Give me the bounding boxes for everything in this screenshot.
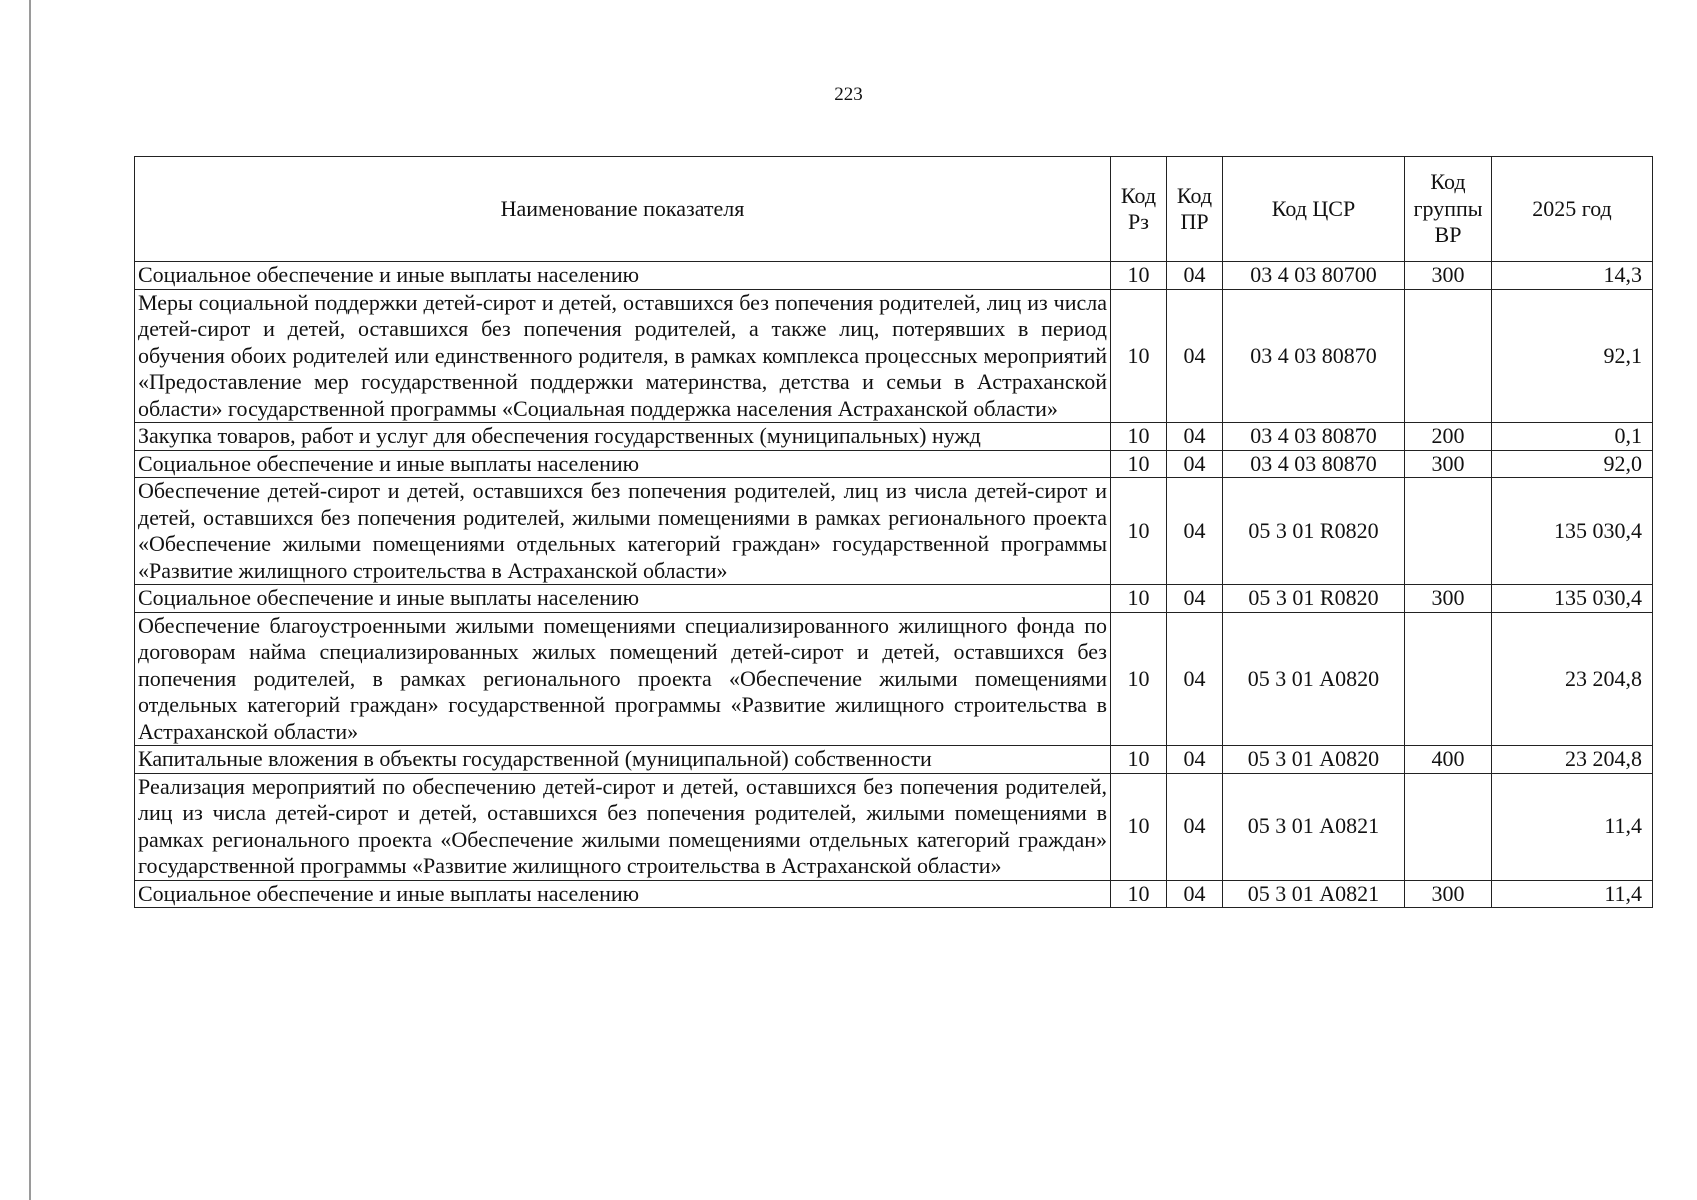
row-rz: 10 [1111,880,1167,908]
table-row [135,478,1653,585]
row-csr: 05 3 01 А0820 [1223,612,1405,746]
table-row [135,450,1653,478]
table-row [135,880,1653,908]
row-rz: 10 [1111,450,1167,478]
header-pr: Код ПР [1167,157,1223,262]
row-rz: 10 [1111,262,1167,290]
row-rz: 10 [1111,289,1167,423]
row-csr: 05 3 01 А0821 [1223,773,1405,880]
row-vr: 300 [1405,450,1492,478]
row-csr: 05 3 01 А0820 [1223,746,1405,774]
row-rz: 10 [1111,612,1167,746]
row-amount: 14,3 [1492,262,1653,290]
table-row [135,585,1653,613]
row-vr: 300 [1405,262,1492,290]
row-vr [1405,773,1492,880]
row-csr: 05 3 01 R0820 [1223,478,1405,585]
header-year: 2025 год [1492,157,1653,262]
page-number: 223 [834,84,863,105]
row-vr: 300 [1405,880,1492,908]
row-amount: 0,1 [1492,423,1653,451]
scan-edge-line [29,0,31,1200]
row-vr: 400 [1405,746,1492,774]
row-amount: 23 204,8 [1492,746,1653,774]
row-name: Закупка товаров, работ и услуг для обеспечения государственных (муниципальных) нужд [135,423,1111,451]
row-pr: 04 [1167,450,1223,478]
row-pr: 04 [1167,585,1223,613]
row-rz: 10 [1111,746,1167,774]
row-name: Социальное обеспечение и иные выплаты населению [135,262,1111,290]
table-row [135,746,1653,774]
row-csr: 03 4 03 80870 [1223,289,1405,423]
row-amount: 11,4 [1492,880,1653,908]
row-pr: 04 [1167,773,1223,880]
row-pr: 04 [1167,262,1223,290]
row-vr: 300 [1405,585,1492,613]
row-amount: 23 204,8 [1492,612,1653,746]
row-pr: 04 [1167,612,1223,746]
header-rz: Код Рз [1111,157,1167,262]
header-csr: Код ЦСР [1223,157,1405,262]
table-row [135,423,1653,451]
row-rz: 10 [1111,585,1167,613]
row-vr: 200 [1405,423,1492,451]
row-name: Социальное обеспечение и иные выплаты населению [135,450,1111,478]
row-vr [1405,478,1492,585]
row-pr: 04 [1167,478,1223,585]
row-pr: 04 [1167,746,1223,774]
row-csr: 03 4 03 80700 [1223,262,1405,290]
row-pr: 04 [1167,423,1223,451]
row-csr: 03 4 03 80870 [1223,450,1405,478]
row-pr: 04 [1167,289,1223,423]
row-pr: 04 [1167,880,1223,908]
table-row [135,612,1653,746]
table-row [135,262,1653,290]
row-rz: 10 [1111,773,1167,880]
row-name: Обеспечение детей-сирот и детей, оставшихся без попечения родителей, лиц из числа детей-сирот и детей, оставшихся без попечения родителей, жилыми помещениями в рамках регионального проекта «Обеспечение жилыми помещениями отдельных категорий граждан» государственной программы «Развитие жилищного строительства в Астраханской области» [135,478,1111,585]
row-rz: 10 [1111,423,1167,451]
row-name: Социальное обеспечение и иные выплаты населению [135,585,1111,613]
row-name: Реализация мероприятий по обеспечению детей-сирот и детей, оставшихся без попечения родителей, лиц из числа детей-сирот и детей, оставшихся без попечения родителей, жилыми помещениями в рамках регионального проекта «Обеспечение жилыми помещениями отдельных категорий граждан» государственной программы «Развитие жилищного строительства в Астраханской области» [135,773,1111,880]
row-amount: 135 030,4 [1492,585,1653,613]
row-csr: 05 3 01 R0820 [1223,585,1405,613]
row-amount: 135 030,4 [1492,478,1653,585]
row-amount: 92,0 [1492,450,1653,478]
table-header-row [135,157,1653,262]
header-name: Наименование показателя [135,157,1111,262]
table-row [135,773,1653,880]
row-csr: 03 4 03 80870 [1223,423,1405,451]
row-vr [1405,289,1492,423]
row-name: Обеспечение благоустроенными жилыми помещениями специализированного жилищного фонда по договорам найма специализированных жилых помещений детей-сирот и детей, оставшихся без попечения родителей, в рамках регионального проекта «Обеспечение жилыми помещениями отдельных категорий граждан» государственной программы «Развитие жилищного строительства в Астраханской области» [135,612,1111,746]
row-csr: 05 3 01 А0821 [1223,880,1405,908]
header-vr: Код группы ВР [1405,157,1492,262]
row-name: Социальное обеспечение и иные выплаты населению [135,880,1111,908]
row-amount: 92,1 [1492,289,1653,423]
row-name: Капитальные вложения в объекты государственной (муниципальной) собственности [135,746,1111,774]
row-vr [1405,612,1492,746]
row-name: Меры социальной поддержки детей-сирот и детей, оставшихся без попечения родителей, лиц из числа детей-сирот и детей, оставшихся без попечения родителей, а также лиц, потерявших в период обучения обоих родителей или единственного родителя, в рамках комплекса процессных мероприятий «Предоставление мер государственной поддержки материнства, детства и семьи в Астраханской области» государственной программы «Социальная поддержка населения Астраханской области» [135,289,1111,423]
row-rz: 10 [1111,478,1167,585]
row-amount: 11,4 [1492,773,1653,880]
table-row [135,289,1653,423]
budget-table [134,156,1653,908]
